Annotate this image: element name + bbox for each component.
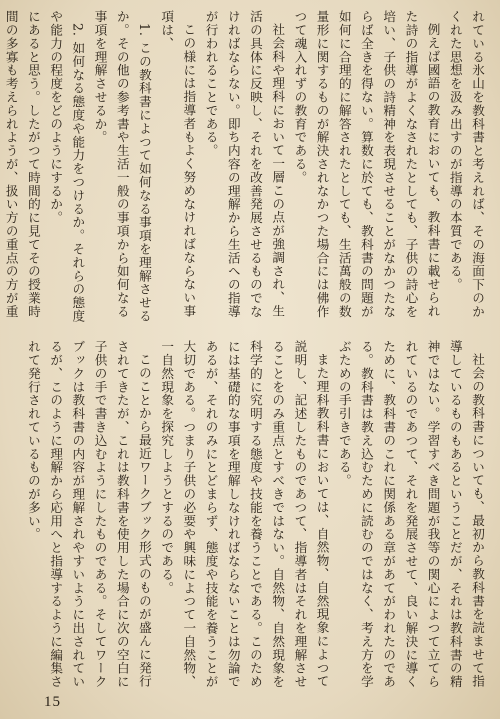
- list-item: 1. この教科書によつて如何なる事項を理解させるか。その他の参考書や生活一般の事項から如何なる事項を理解させるか。: [92, 10, 152, 323]
- paragraph: 社会の教科書についても、最初から教科書を読ませて指導しているものもあるということだが、それは教科書の精神ではない。学習すべき問題が我等の関心によつて立てられているのであつて、それを発展させて、良い解決に導くために、教科書のこれに関係ある章があてがわれたのである。教科書は教え込むために読むのではなく、考え方を学ぶための手引きである。: [336, 340, 485, 689]
- lower-text-block: [25, 340, 488, 692]
- upper-text-block: [3, 10, 488, 328]
- paragraph: また理科教科書においては、自然物、自然現象によつて説明し、記述したものであつて、指導者はそれを理解させることをのみ重点とすべきではない。自然物、自然現象を科学的に究明する態度や技能を養うことである。このためには基礎的な事項を理解しなければならないことは勿論であるが、それのみにとどまらず、態度や技能を養うことが大切である。つまり子供の必要や興味によつて一自然物、一自然現象を探究しようとするのである。: [159, 340, 330, 689]
- paragraph: 社会科や理科において一層この点が強調され、生活の具体に反映し、それを改善発展させるものでなければならない。即ち内容の理解から生活への指導が行われることである。: [203, 10, 286, 319]
- page-number: 15: [44, 694, 61, 710]
- list-item: 2. 如何なる態度や能力をつけるか。それらの態度や能力の程度をどのようにするか。: [48, 10, 86, 323]
- paragraph: れている氷山を教科書と考えれば、その海面下のかくれた思想を汲み出すのが指導の本質である。: [447, 10, 485, 319]
- paragraph: このことから最近ワークブック形式のものが盛んに発行されてきたが、これは教科書を使用した場合に次の空白に子供の手で書き込むようにしたものである。そしてワークブックは教科書の内容が理解されやすいように出されているが、このように理解から応用へと指導するように編集されて発行されているものが多い。: [25, 340, 152, 689]
- paragraph: 例えば國語の教育においても、教科書に載せられた詩の指導がよくなされたとしても、子供の詩心を培い、子供の詩精神を表現させることがなかつたならば全きを得ない。算数に於ても、教科書の問題が如何に合理的に解答されたとしても、生活萬般の数量形に関するものが解決されなかつた場合には佛作つて魂入れずの教育である。: [292, 10, 441, 319]
- paragraph: にあると思う。したがつて時間的に見てその授業時間の多寡も考えられようが、扱い方の重点の方が重: [3, 10, 41, 319]
- paragraph: この様には指導者もよく努めなければならない事項は、: [159, 10, 197, 318]
